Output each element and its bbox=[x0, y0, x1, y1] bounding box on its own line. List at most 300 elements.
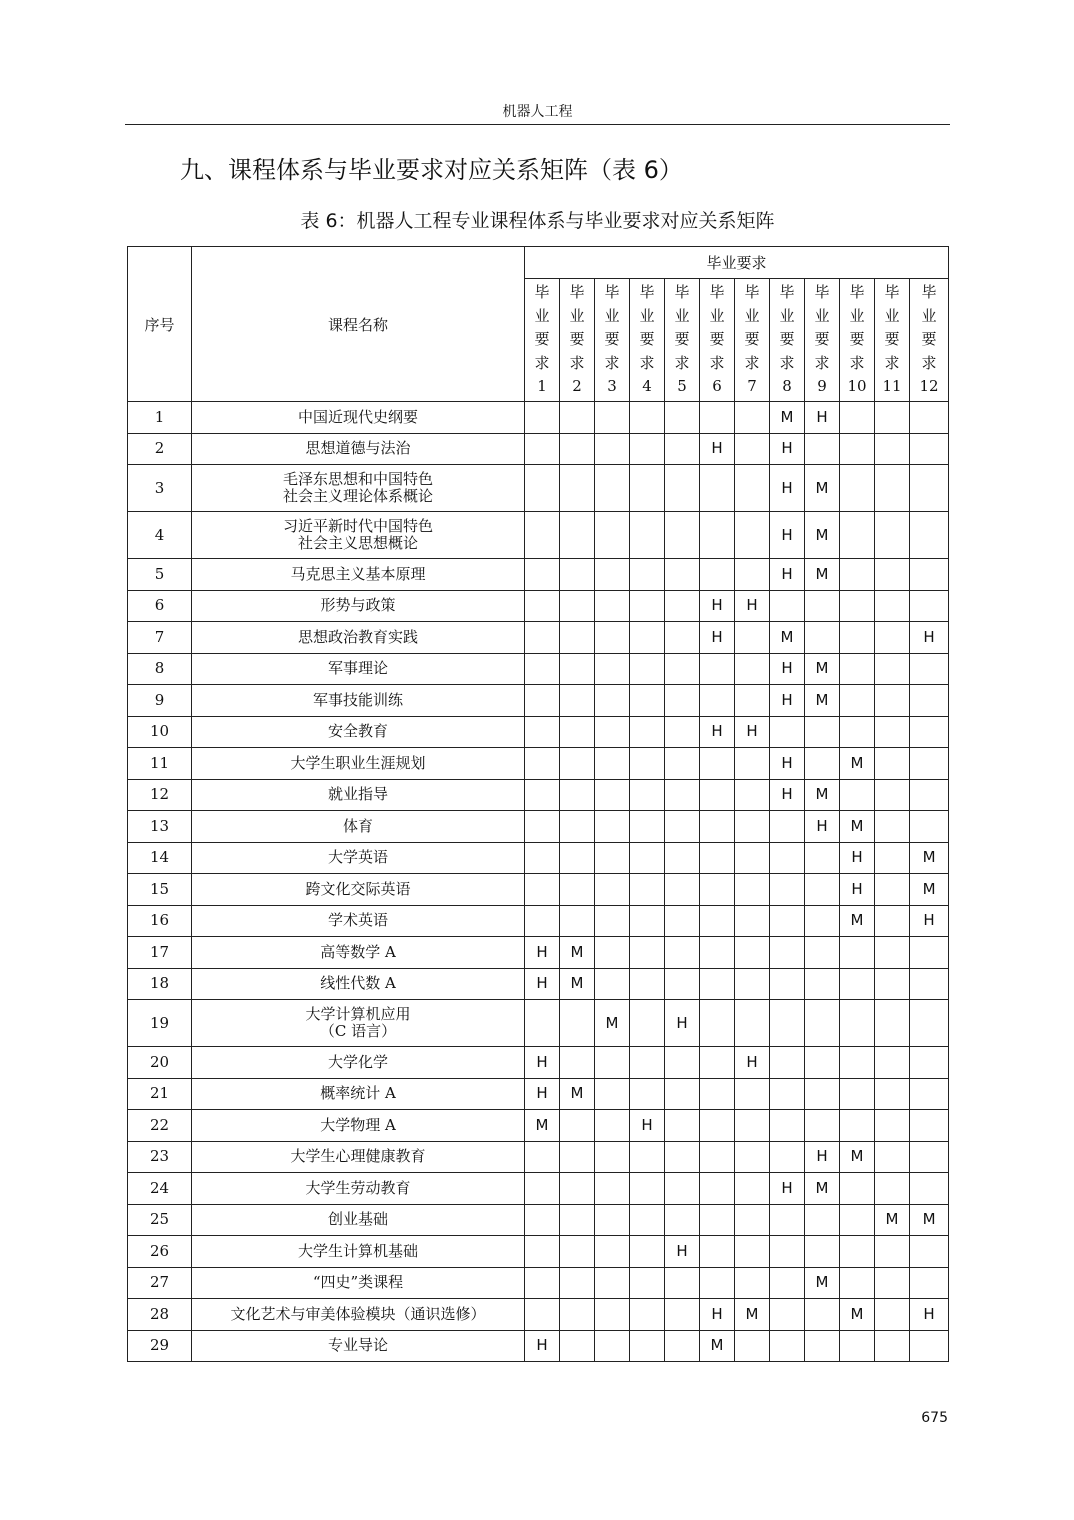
course-name-cell bbox=[192, 1204, 525, 1236]
requirement-support-cell bbox=[630, 512, 665, 559]
requirement-support-cell bbox=[735, 433, 770, 465]
course-name-line: 创业基础 bbox=[327, 1210, 388, 1229]
requirement-support-cell: H bbox=[700, 622, 735, 654]
requirement-support-cell: H bbox=[910, 905, 949, 937]
requirement-support-cell bbox=[910, 1173, 949, 1205]
requirement-support-cell: M bbox=[735, 1299, 770, 1331]
requirement-support-cell bbox=[805, 1299, 840, 1331]
requirement-support-cell bbox=[630, 779, 665, 811]
requirement-support-cell bbox=[875, 1110, 910, 1142]
requirement-support-cell: H bbox=[525, 1078, 560, 1110]
requirement-support-cell bbox=[665, 811, 700, 843]
requirement-header-char: 要 bbox=[709, 330, 725, 349]
requirement-header-char: 12 bbox=[919, 377, 939, 396]
requirement-support-cell bbox=[910, 1267, 949, 1299]
requirement-support-cell bbox=[595, 1299, 630, 1331]
requirement-header-char: 2 bbox=[572, 377, 582, 396]
section-title: 九、课程体系与毕业要求对应关系矩阵（表 6） bbox=[180, 156, 683, 184]
requirement-support-cell bbox=[595, 842, 630, 874]
requirement-header-char: 求 bbox=[569, 353, 585, 372]
requirement-support-cell bbox=[665, 1173, 700, 1205]
row-index-cell: 8 bbox=[128, 653, 192, 685]
requirement-support-cell bbox=[875, 905, 910, 937]
course-name-cell bbox=[192, 1141, 525, 1173]
requirement-support-cell: H bbox=[770, 559, 805, 591]
requirement-support-cell: M bbox=[525, 1110, 560, 1142]
requirement-support-cell bbox=[630, 685, 665, 717]
requirement-support-cell bbox=[525, 1236, 560, 1268]
row-index-cell: 10 bbox=[128, 716, 192, 748]
requirement-support-cell bbox=[875, 968, 910, 1000]
requirement-support-cell bbox=[630, 1047, 665, 1079]
course-name-line: 大学英语 bbox=[327, 848, 388, 867]
requirement-support-cell bbox=[665, 1267, 700, 1299]
requirement-support-cell bbox=[665, 1204, 700, 1236]
requirement-support-cell bbox=[805, 905, 840, 937]
requirement-support-cell bbox=[910, 1141, 949, 1173]
requirement-support-cell: H bbox=[525, 1330, 560, 1362]
requirement-support-cell bbox=[595, 433, 630, 465]
requirement-support-cell bbox=[630, 402, 665, 434]
requirement-support-cell bbox=[595, 685, 630, 717]
table-row bbox=[128, 1236, 949, 1268]
course-name-line: 军事理论 bbox=[327, 659, 388, 678]
requirement-support-cell bbox=[840, 1078, 875, 1110]
requirement-support-cell bbox=[525, 842, 560, 874]
row-index-cell: 27 bbox=[128, 1267, 192, 1299]
requirement-support-cell bbox=[525, 905, 560, 937]
course-name-cell bbox=[192, 685, 525, 717]
requirement-header-10 bbox=[840, 279, 875, 402]
requirement-support-cell bbox=[770, 937, 805, 969]
table-row bbox=[128, 716, 949, 748]
requirement-header-char: 求 bbox=[779, 353, 795, 372]
requirement-support-cell bbox=[875, 1236, 910, 1268]
requirement-header-char: 要 bbox=[921, 330, 937, 349]
requirement-support-cell bbox=[910, 433, 949, 465]
requirement-support-cell bbox=[665, 1330, 700, 1362]
requirement-support-cell bbox=[665, 465, 700, 512]
requirement-support-cell bbox=[595, 1173, 630, 1205]
requirement-support-cell bbox=[630, 1141, 665, 1173]
requirement-header-char: 求 bbox=[814, 353, 830, 372]
requirement-header-char: 求 bbox=[674, 353, 690, 372]
requirement-support-cell bbox=[525, 1141, 560, 1173]
requirement-support-cell bbox=[560, 1236, 595, 1268]
requirement-header-char: 业 bbox=[814, 306, 830, 325]
row-index-cell: 25 bbox=[128, 1204, 192, 1236]
requirement-header-char: 9 bbox=[817, 377, 827, 396]
requirement-header-3 bbox=[595, 279, 630, 402]
requirement-support-cell bbox=[595, 968, 630, 1000]
requirement-support-cell bbox=[840, 1047, 875, 1079]
row-index-cell: 13 bbox=[128, 811, 192, 843]
requirement-header-char: 1 bbox=[537, 377, 547, 396]
course-name-line: 社会主义理论体系概论 bbox=[282, 487, 433, 505]
requirement-support-cell bbox=[560, 1000, 595, 1047]
requirement-support-cell: H bbox=[770, 512, 805, 559]
table-row bbox=[128, 968, 949, 1000]
requirement-header-9 bbox=[805, 279, 840, 402]
requirement-support-cell bbox=[665, 1141, 700, 1173]
course-name-line: 大学生心理健康教育 bbox=[290, 1147, 426, 1166]
requirement-support-cell bbox=[525, 685, 560, 717]
index-column-header: 序号 bbox=[128, 247, 192, 402]
requirement-support-cell bbox=[875, 1078, 910, 1110]
requirement-support-cell bbox=[560, 1141, 595, 1173]
requirement-support-cell bbox=[595, 622, 630, 654]
table-row bbox=[128, 512, 949, 559]
requirement-support-cell bbox=[630, 748, 665, 780]
requirement-support-cell bbox=[560, 559, 595, 591]
requirement-support-cell bbox=[735, 905, 770, 937]
requirement-header-char: 要 bbox=[814, 330, 830, 349]
requirement-support-cell bbox=[595, 1078, 630, 1110]
requirement-support-cell bbox=[525, 512, 560, 559]
row-index-cell: 2 bbox=[128, 433, 192, 465]
requirement-support-cell bbox=[595, 1236, 630, 1268]
requirement-support-cell bbox=[875, 559, 910, 591]
course-name-cell bbox=[192, 402, 525, 434]
requirement-support-cell bbox=[560, 779, 595, 811]
requirement-support-cell bbox=[560, 905, 595, 937]
requirement-support-cell bbox=[665, 779, 700, 811]
requirement-support-cell bbox=[840, 433, 875, 465]
requirement-support-cell bbox=[700, 779, 735, 811]
requirement-support-cell bbox=[875, 622, 910, 654]
running-header: 机器人工程 bbox=[125, 100, 950, 125]
requirement-support-cell bbox=[560, 622, 595, 654]
requirement-support-cell: H bbox=[770, 433, 805, 465]
requirement-support-cell bbox=[630, 874, 665, 906]
requirement-support-cell bbox=[840, 1000, 875, 1047]
requirement-header-char: 毕 bbox=[534, 283, 550, 302]
requirement-support-cell: H bbox=[700, 1299, 735, 1331]
requirement-header-char: 业 bbox=[921, 306, 937, 325]
course-name-line: 大学生计算机基础 bbox=[297, 1241, 418, 1260]
course-name-cell bbox=[192, 1110, 525, 1142]
requirement-support-cell bbox=[875, 653, 910, 685]
requirement-support-cell bbox=[805, 748, 840, 780]
requirement-support-cell bbox=[700, 968, 735, 1000]
course-name-cell bbox=[192, 779, 525, 811]
requirement-support-cell bbox=[665, 716, 700, 748]
requirement-support-cell bbox=[735, 512, 770, 559]
requirement-support-cell bbox=[735, 1000, 770, 1047]
requirement-support-cell bbox=[630, 653, 665, 685]
requirement-support-cell bbox=[910, 1110, 949, 1142]
requirement-support-cell bbox=[840, 653, 875, 685]
requirement-support-cell bbox=[595, 559, 630, 591]
requirement-support-cell bbox=[560, 842, 595, 874]
requirement-support-cell: H bbox=[700, 433, 735, 465]
requirement-support-cell bbox=[700, 1236, 735, 1268]
requirement-support-cell bbox=[875, 811, 910, 843]
requirement-support-cell bbox=[875, 842, 910, 874]
requirement-header-4 bbox=[630, 279, 665, 402]
requirement-support-cell bbox=[630, 1000, 665, 1047]
course-name-cell bbox=[192, 1047, 525, 1079]
requirement-support-cell bbox=[630, 622, 665, 654]
requirement-support-cell bbox=[630, 716, 665, 748]
requirement-header-char: 业 bbox=[779, 306, 795, 325]
requirement-support-cell bbox=[560, 811, 595, 843]
row-index-cell: 29 bbox=[128, 1330, 192, 1362]
table-row bbox=[128, 811, 949, 843]
requirement-support-cell bbox=[805, 874, 840, 906]
requirement-support-cell bbox=[665, 685, 700, 717]
requirement-support-cell: H bbox=[770, 465, 805, 512]
requirement-support-cell bbox=[840, 779, 875, 811]
requirement-support-cell bbox=[770, 1110, 805, 1142]
requirement-header-char: 要 bbox=[639, 330, 655, 349]
course-name-line: 大学化学 bbox=[327, 1052, 388, 1071]
requirement-support-cell bbox=[735, 874, 770, 906]
requirement-support-cell bbox=[665, 748, 700, 780]
requirement-support-cell bbox=[525, 1000, 560, 1047]
requirement-support-cell: H bbox=[770, 653, 805, 685]
requirement-header-8 bbox=[770, 279, 805, 402]
table-row bbox=[128, 937, 949, 969]
requirement-support-cell bbox=[630, 842, 665, 874]
requirement-support-cell bbox=[560, 874, 595, 906]
requirement-support-cell: M bbox=[910, 1204, 949, 1236]
requirement-header-char: 毕 bbox=[604, 283, 620, 302]
requirement-support-cell bbox=[560, 465, 595, 512]
requirement-support-cell bbox=[770, 1236, 805, 1268]
requirement-support-cell bbox=[630, 559, 665, 591]
requirement-header-char: 业 bbox=[674, 306, 690, 325]
requirement-support-cell: H bbox=[770, 748, 805, 780]
requirement-support-cell bbox=[840, 1330, 875, 1362]
requirement-support-cell bbox=[630, 1330, 665, 1362]
course-name-line: 就业指导 bbox=[327, 785, 388, 804]
requirement-header-char: 业 bbox=[639, 306, 655, 325]
course-name-cell bbox=[192, 1000, 525, 1047]
table-row bbox=[128, 748, 949, 780]
requirement-support-cell: M bbox=[805, 653, 840, 685]
requirement-support-cell bbox=[525, 433, 560, 465]
requirement-support-cell bbox=[735, 559, 770, 591]
requirement-header-char: 6 bbox=[712, 377, 722, 396]
course-name-line: 跨文化交际英语 bbox=[305, 879, 411, 898]
requirement-support-cell bbox=[840, 1267, 875, 1299]
row-index-cell: 1 bbox=[128, 402, 192, 434]
requirement-support-cell bbox=[700, 685, 735, 717]
requirement-header-char: 11 bbox=[882, 377, 902, 396]
requirement-support-cell bbox=[700, 905, 735, 937]
requirement-support-cell bbox=[735, 1141, 770, 1173]
requirement-support-cell: M bbox=[840, 1299, 875, 1331]
requirement-support-cell bbox=[805, 716, 840, 748]
requirement-support-cell bbox=[560, 590, 595, 622]
requirement-support-cell: H bbox=[805, 1141, 840, 1173]
requirement-support-cell bbox=[560, 748, 595, 780]
requirement-support-cell bbox=[525, 716, 560, 748]
course-name-line: 形势与政策 bbox=[320, 596, 396, 615]
requirement-support-cell bbox=[910, 968, 949, 1000]
requirement-support-cell bbox=[840, 1173, 875, 1205]
requirement-support-cell bbox=[735, 937, 770, 969]
course-name-line: 马克思主义基本原理 bbox=[290, 564, 426, 583]
table-row bbox=[128, 1110, 949, 1142]
requirement-support-cell bbox=[700, 748, 735, 780]
requirement-support-cell bbox=[805, 1330, 840, 1362]
requirement-support-cell bbox=[875, 1267, 910, 1299]
row-index-cell: 5 bbox=[128, 559, 192, 591]
requirement-support-cell bbox=[700, 1204, 735, 1236]
requirement-support-cell bbox=[875, 716, 910, 748]
requirement-support-cell bbox=[665, 842, 700, 874]
table-row bbox=[128, 1299, 949, 1331]
requirement-support-cell bbox=[665, 1110, 700, 1142]
requirement-support-cell: H bbox=[770, 685, 805, 717]
requirement-support-cell bbox=[910, 811, 949, 843]
table-row bbox=[128, 590, 949, 622]
requirement-support-cell: M bbox=[840, 748, 875, 780]
course-name-line: 军事技能训练 bbox=[312, 690, 403, 709]
requirement-support-cell bbox=[630, 1173, 665, 1205]
requirement-support-cell bbox=[910, 1047, 949, 1079]
requirement-support-cell bbox=[595, 1204, 630, 1236]
requirement-support-cell bbox=[560, 512, 595, 559]
requirement-header-11 bbox=[875, 279, 910, 402]
requirement-support-cell bbox=[560, 402, 595, 434]
course-name-line: （C 语言） bbox=[319, 1022, 397, 1040]
course-name-cell bbox=[192, 905, 525, 937]
course-name-line: 大学计算机应用 bbox=[305, 1005, 411, 1023]
table-row bbox=[128, 1141, 949, 1173]
requirement-support-cell bbox=[560, 1173, 595, 1205]
row-index-cell: 23 bbox=[128, 1141, 192, 1173]
requirement-support-cell bbox=[630, 1236, 665, 1268]
table-row bbox=[128, 1078, 949, 1110]
table-row bbox=[128, 1204, 949, 1236]
requirement-support-cell bbox=[910, 1236, 949, 1268]
requirement-support-cell: M bbox=[560, 1078, 595, 1110]
requirement-support-cell bbox=[525, 590, 560, 622]
course-name-line: 大学生职业生涯规划 bbox=[290, 753, 426, 772]
requirement-support-cell bbox=[840, 716, 875, 748]
requirement-support-cell bbox=[630, 1267, 665, 1299]
requirement-support-cell bbox=[665, 590, 700, 622]
requirement-support-cell bbox=[700, 1173, 735, 1205]
requirement-support-cell bbox=[875, 1047, 910, 1079]
requirement-support-cell bbox=[665, 874, 700, 906]
requirement-header-char: 3 bbox=[607, 377, 617, 396]
requirement-support-cell bbox=[560, 1330, 595, 1362]
requirement-support-cell bbox=[630, 1204, 665, 1236]
table-row bbox=[128, 1047, 949, 1079]
requirement-support-cell: M bbox=[840, 905, 875, 937]
requirement-support-cell bbox=[875, 874, 910, 906]
requirement-support-cell bbox=[630, 465, 665, 512]
requirement-support-cell: M bbox=[840, 811, 875, 843]
requirement-support-cell bbox=[700, 653, 735, 685]
requirement-header-char: 要 bbox=[779, 330, 795, 349]
requirement-header-char: 要 bbox=[744, 330, 760, 349]
page-number: 675 bbox=[921, 1410, 948, 1426]
course-name-line: 高等数学 A bbox=[320, 942, 396, 961]
requirement-support-cell: M bbox=[560, 968, 595, 1000]
requirement-support-cell: M bbox=[805, 779, 840, 811]
requirement-support-cell bbox=[525, 748, 560, 780]
requirement-support-cell bbox=[875, 685, 910, 717]
requirement-support-cell: M bbox=[805, 559, 840, 591]
requirement-support-cell bbox=[560, 1110, 595, 1142]
table-row bbox=[128, 842, 949, 874]
course-name-line: 思想道德与法治 bbox=[305, 439, 411, 458]
course-name-cell bbox=[192, 1299, 525, 1331]
requirement-support-cell bbox=[700, 512, 735, 559]
requirement-support-cell bbox=[525, 1204, 560, 1236]
course-name-cell bbox=[192, 590, 525, 622]
row-index-cell: 24 bbox=[128, 1173, 192, 1205]
requirement-header-char: 毕 bbox=[921, 283, 937, 302]
requirement-support-cell bbox=[770, 590, 805, 622]
requirements-matrix-table bbox=[127, 246, 949, 1362]
requirement-support-cell bbox=[525, 811, 560, 843]
course-name-line: 中国近现代史纲要 bbox=[297, 407, 418, 426]
requirement-support-cell bbox=[595, 811, 630, 843]
requirement-header-char: 毕 bbox=[849, 283, 865, 302]
requirement-support-cell bbox=[770, 874, 805, 906]
requirement-support-cell: M bbox=[840, 1141, 875, 1173]
requirement-support-cell bbox=[630, 905, 665, 937]
requirement-support-cell bbox=[770, 1000, 805, 1047]
course-name-cell bbox=[192, 1330, 525, 1362]
requirement-support-cell: M bbox=[910, 842, 949, 874]
requirement-support-cell bbox=[700, 1267, 735, 1299]
requirement-support-cell bbox=[735, 1110, 770, 1142]
requirement-support-cell bbox=[525, 1267, 560, 1299]
requirement-support-cell bbox=[875, 1000, 910, 1047]
requirement-support-cell bbox=[840, 968, 875, 1000]
requirement-support-cell bbox=[735, 1236, 770, 1268]
requirement-support-cell bbox=[700, 1110, 735, 1142]
requirement-support-cell bbox=[525, 622, 560, 654]
requirement-support-cell: H bbox=[735, 1047, 770, 1079]
requirement-support-cell bbox=[770, 1267, 805, 1299]
row-index-cell: 9 bbox=[128, 685, 192, 717]
requirement-header-char: 7 bbox=[747, 377, 757, 396]
requirement-header-char: 业 bbox=[744, 306, 760, 325]
course-name-cell bbox=[192, 748, 525, 780]
requirement-support-cell: M bbox=[805, 512, 840, 559]
requirement-support-cell bbox=[700, 402, 735, 434]
requirement-support-cell bbox=[700, 811, 735, 843]
requirement-header-char: 业 bbox=[534, 306, 550, 325]
requirement-header-char: 要 bbox=[604, 330, 620, 349]
requirement-support-cell: M bbox=[770, 622, 805, 654]
requirement-support-cell bbox=[525, 559, 560, 591]
requirement-header-2 bbox=[560, 279, 595, 402]
requirement-support-cell bbox=[665, 1299, 700, 1331]
course-name-cell bbox=[192, 842, 525, 874]
requirement-header-char: 求 bbox=[849, 353, 865, 372]
requirement-support-cell bbox=[910, 653, 949, 685]
requirement-support-cell bbox=[735, 968, 770, 1000]
requirement-support-cell bbox=[875, 512, 910, 559]
table-row bbox=[128, 465, 949, 512]
requirement-support-cell: M bbox=[805, 1267, 840, 1299]
requirement-support-cell bbox=[560, 685, 595, 717]
requirement-header-char: 毕 bbox=[709, 283, 725, 302]
course-name-cell bbox=[192, 1267, 525, 1299]
requirement-support-cell bbox=[770, 716, 805, 748]
requirement-support-cell bbox=[875, 1173, 910, 1205]
requirement-support-cell bbox=[840, 465, 875, 512]
